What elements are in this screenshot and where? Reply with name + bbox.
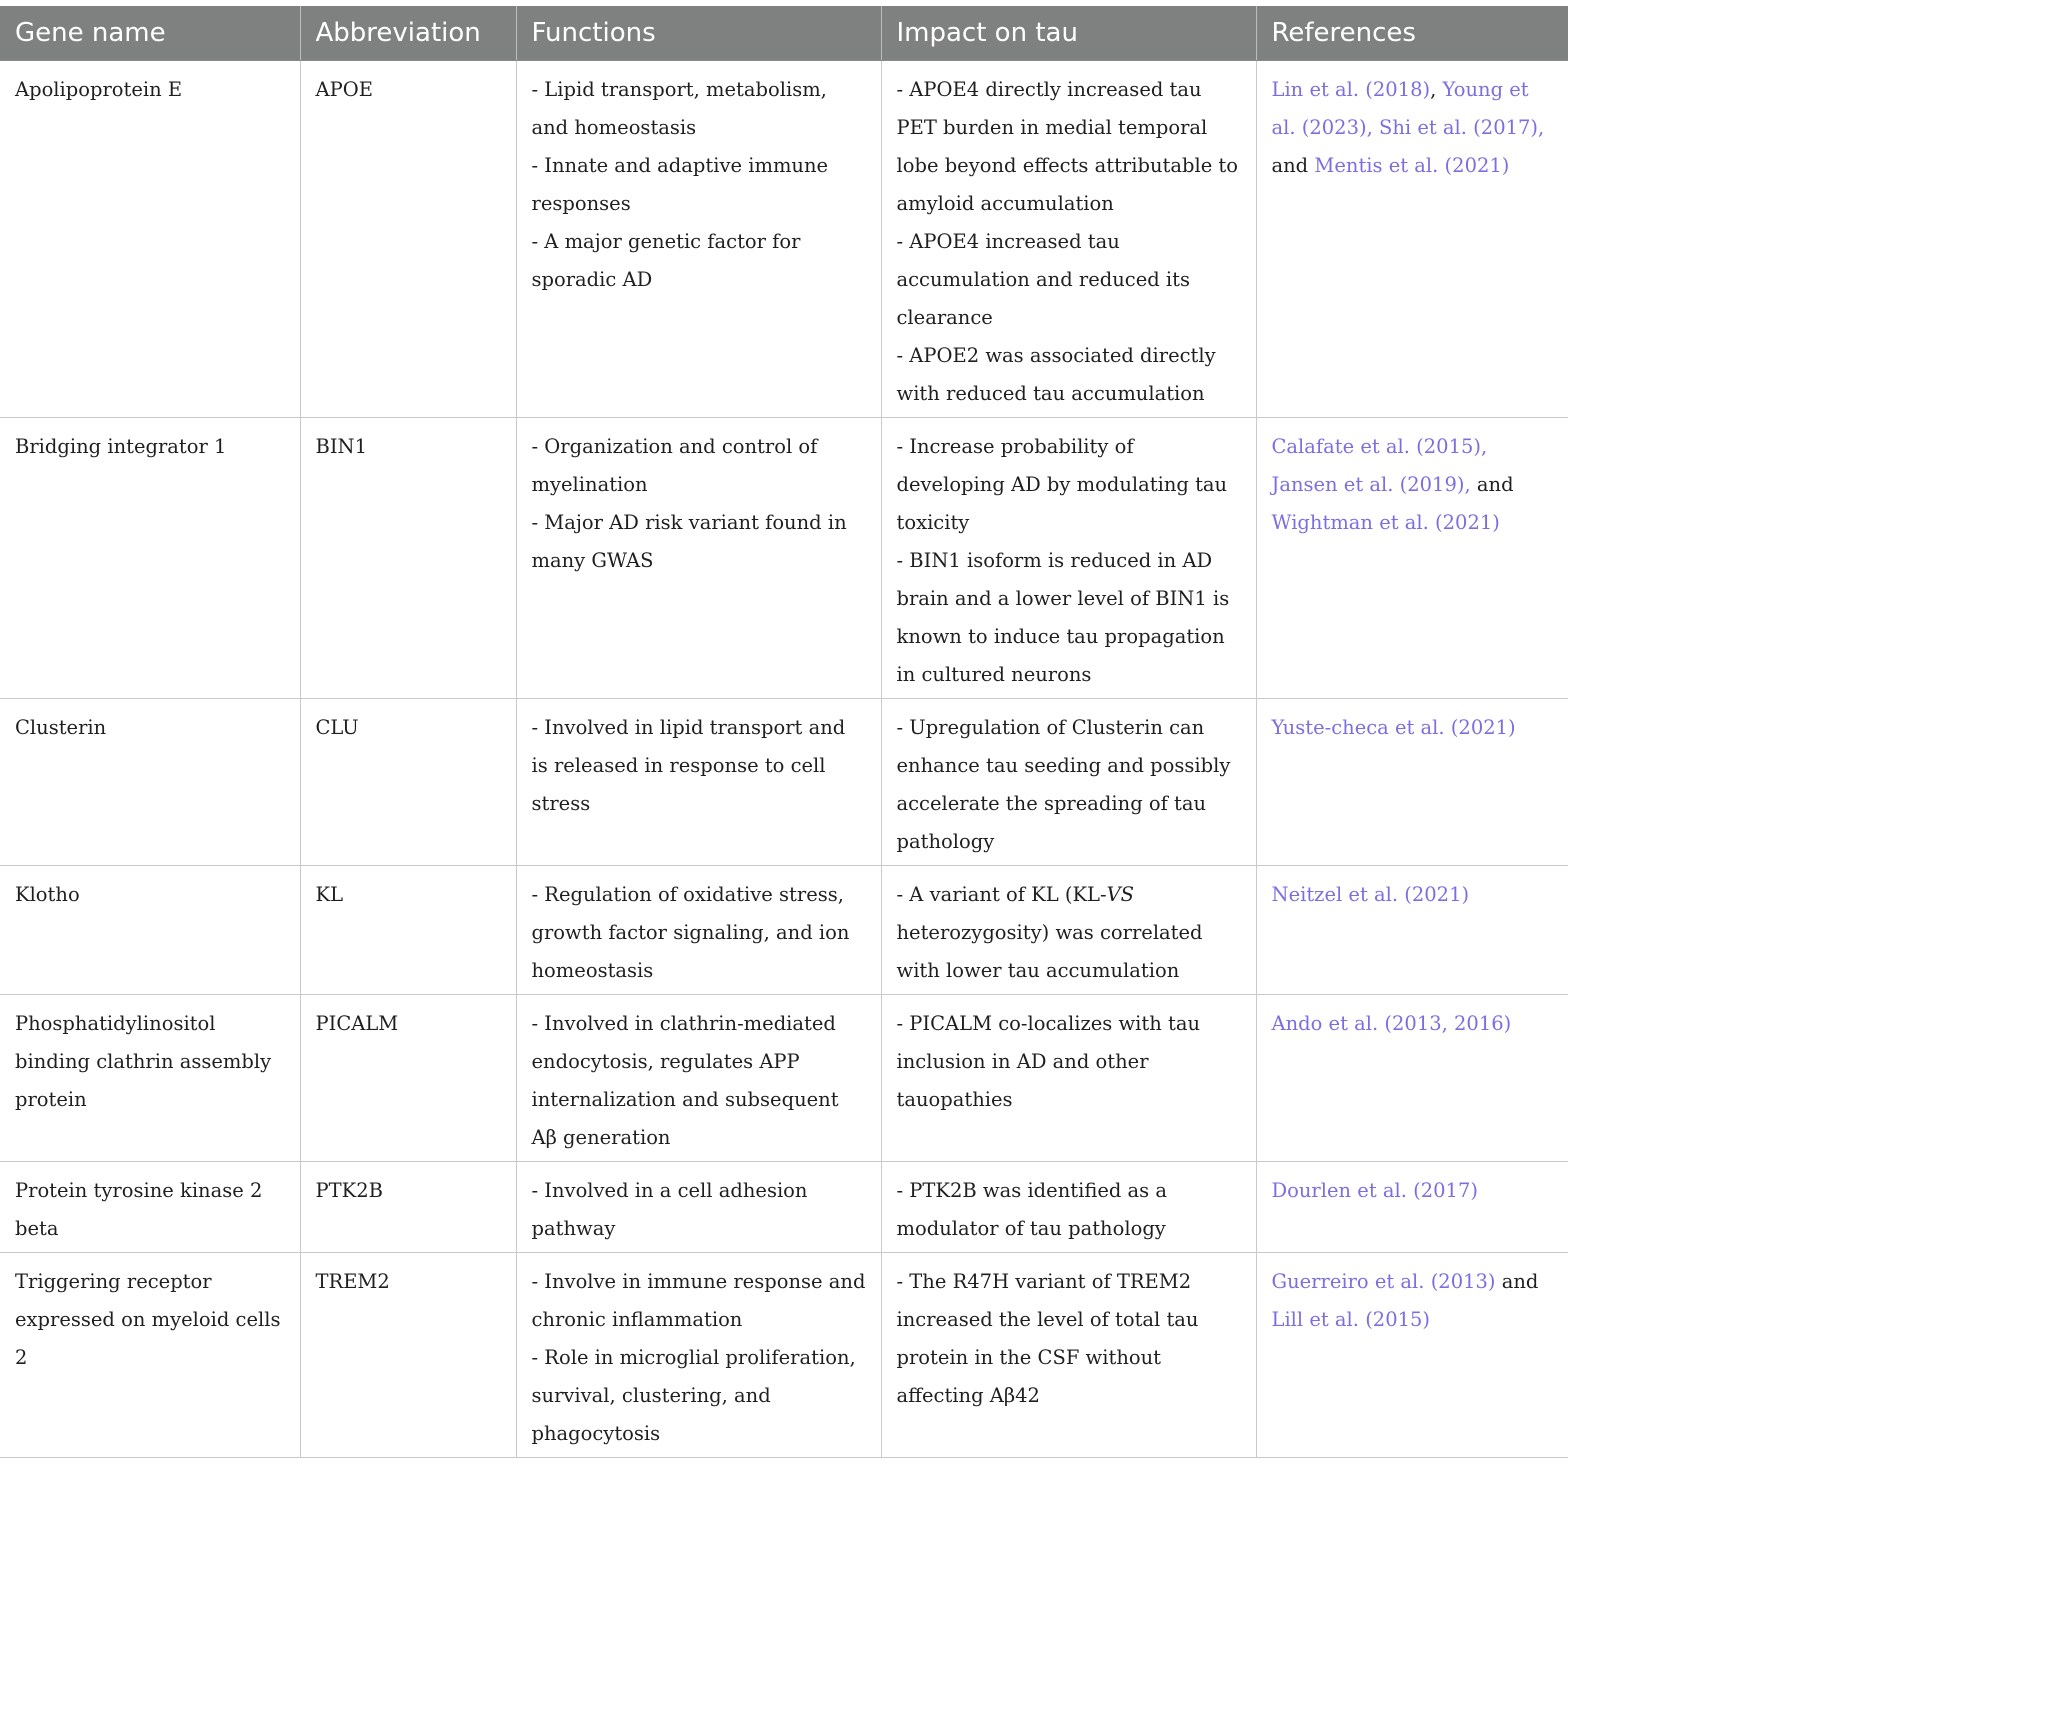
reference-link[interactable]: Guerreiro et al. (2013) (1271, 1269, 1496, 1293)
reference-link[interactable]: Yuste-checa et al. (2021) (1271, 715, 1516, 739)
abbreviation-cell: KL (300, 865, 516, 994)
functions-cell (516, 994, 881, 1161)
reference-link[interactable]: Lin et al. (2018) (1271, 77, 1431, 101)
impact-cell (881, 865, 1256, 994)
references-cell (1256, 1161, 1568, 1252)
impact-italic-text: VS (1106, 882, 1135, 906)
impact-item: - PTK2B was identified as a modulator of tau pathology (896, 1178, 1168, 1240)
references-cell (1256, 865, 1568, 994)
table-row (0, 1161, 1568, 1252)
table-row (0, 417, 1568, 698)
gene-name-cell: Bridging integrator 1 (0, 417, 300, 698)
impact-item: - PICALM co-localizes with tau inclusion in AD and other tauopathies (896, 1011, 1201, 1111)
reference-link[interactable]: Mentis et al. (2021) (1314, 153, 1510, 177)
impact-item: - The R47H variant of TREM2 increased the level of total tau protein in the CSF without affecting Aβ42 (896, 1269, 1199, 1407)
impact-cell (881, 698, 1256, 865)
impact-item: - Increase probability of developing AD by modulating tau toxicity (896, 434, 1228, 534)
abbreviation-cell: CLU (300, 698, 516, 865)
table-row (0, 60, 1568, 417)
abbreviation-cell: APOE (300, 60, 516, 417)
function-item: - Major AD risk variant found in many GWAS (531, 510, 847, 572)
reference-link[interactable]: Young et al. (2023), Shi et al. (2017), (1271, 77, 1545, 139)
function-item: - Involved in clathrin-mediated endocytosis, regulates APP internalization and subsequent Aβ generation (531, 1011, 839, 1149)
reference-link[interactable]: Neitzel et al. (2021) (1271, 882, 1470, 906)
reference-separator: , (1430, 77, 1443, 101)
impact-cell (881, 994, 1256, 1161)
references-cell (1256, 1252, 1568, 1457)
reference-link[interactable]: Wightman et al. (2021) (1271, 510, 1500, 534)
impact-cell (881, 1161, 1256, 1252)
gene-table (0, 6, 1568, 1458)
references-cell (1256, 60, 1568, 417)
reference-link[interactable]: Ando et al. (2013, 2016) (1271, 1011, 1512, 1035)
header-gene-name: Gene name (0, 6, 300, 60)
header-impact-on-tau: Impact on tau (881, 6, 1256, 60)
impact-item: - APOE4 increased tau accumulation and reduced its clearance (896, 229, 1190, 329)
gene-name-cell: Triggering receptor expressed on myeloid cells 2 (0, 1252, 300, 1457)
functions-cell (516, 417, 881, 698)
impact-item: - APOE4 directly increased tau PET burden in medial temporal lobe beyond effects attributable to amyloid accumulation (896, 77, 1239, 215)
function-item: - A major genetic factor for sporadic AD (531, 229, 801, 291)
table-row (0, 994, 1568, 1161)
header-references: References (1256, 6, 1568, 60)
table-row (0, 1252, 1568, 1457)
reference-link[interactable]: Lill et al. (2015) (1271, 1307, 1431, 1331)
function-item: - Regulation of oxidative stress, growth factor signaling, and ion homeostasis (531, 882, 850, 982)
gene-name-cell: Phosphatidylinositol binding clathrin assembly protein (0, 994, 300, 1161)
functions-cell (516, 1161, 881, 1252)
gene-name-cell: Apolipoprotein E (0, 60, 300, 417)
impact-text: heterozygosity) was correlated with lower tau accumulation (896, 920, 1203, 982)
impact-item: - APOE2 was associated directly with reduced tau accumulation (896, 343, 1216, 405)
function-item: - Involved in a cell adhesion pathway (531, 1178, 808, 1240)
abbreviation-cell: PICALM (300, 994, 516, 1161)
function-item: - Innate and adaptive immune responses (531, 153, 829, 215)
references-cell (1256, 417, 1568, 698)
gene-name-cell: Clusterin (0, 698, 300, 865)
references-cell (1256, 698, 1568, 865)
impact-cell (881, 1252, 1256, 1457)
reference-separator: and (1495, 1269, 1539, 1293)
impact-item: - BIN1 isoform is reduced in AD brain and a lower level of BIN1 is known to induce tau propagation in cultured neurons (896, 548, 1230, 686)
functions-cell (516, 865, 881, 994)
header-abbreviation: Abbreviation (300, 6, 516, 60)
references-cell (1256, 994, 1568, 1161)
function-item: - Lipid transport, metabolism, and homeostasis (531, 77, 827, 139)
function-item: - Involve in immune response and chronic inflammation (531, 1269, 866, 1331)
impact-item: - Upregulation of Clusterin can enhance tau seeding and possibly accelerate the spreading of tau pathology (896, 715, 1231, 853)
impact-cell (881, 60, 1256, 417)
abbreviation-cell: TREM2 (300, 1252, 516, 1457)
function-item: - Involved in lipid transport and is released in response to cell stress (531, 715, 846, 815)
impact-cell (881, 417, 1256, 698)
functions-cell (516, 60, 881, 417)
gene-name-cell: Protein tyrosine kinase 2 beta (0, 1161, 300, 1252)
abbreviation-cell: BIN1 (300, 417, 516, 698)
abbreviation-cell: PTK2B (300, 1161, 516, 1252)
reference-link[interactable]: Calafate et al. (2015), Jansen et al. (2019), (1271, 434, 1488, 496)
gene-name-cell: Klotho (0, 865, 300, 994)
function-item: - Role in microglial proliferation, survival, clustering, and phagocytosis (531, 1345, 856, 1445)
function-item: - Organization and control of myelination (531, 434, 818, 496)
impact-text: - A variant of KL (KL- (896, 882, 1107, 906)
header-row (0, 6, 1568, 60)
reference-separator: and (1470, 472, 1514, 496)
table-row (0, 698, 1568, 865)
functions-cell (516, 1252, 881, 1457)
functions-cell (516, 698, 881, 865)
reference-separator: and (1271, 153, 1315, 177)
table-row (0, 865, 1568, 994)
header-functions: Functions (516, 6, 881, 60)
reference-link[interactable]: Dourlen et al. (2017) (1271, 1178, 1478, 1202)
